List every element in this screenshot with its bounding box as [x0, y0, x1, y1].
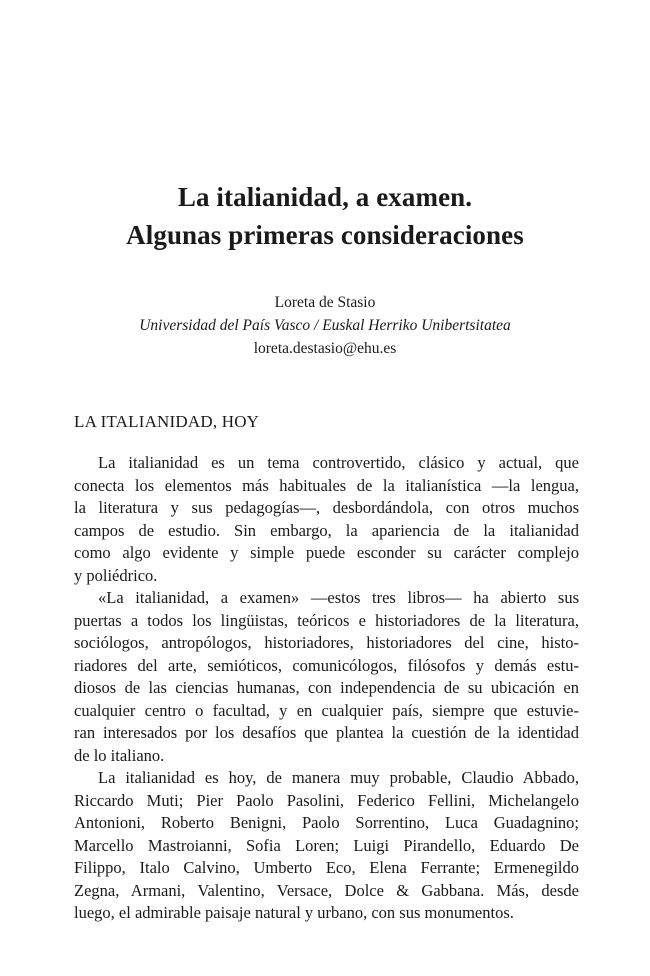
author-affiliation: Universidad del País Vasco / Euskal Herriko Unibertsitatea	[139, 317, 511, 334]
body-line: de lo italiano.	[74, 745, 165, 765]
author-name: Loreta de Stasio	[274, 294, 376, 311]
body-line: campos de estudio. Sin embargo, la apariencia de la italianidad	[74, 520, 579, 540]
body-line: diosos de las ciencias humanas, con independencia de su ubicación en	[74, 678, 579, 697]
body-line: cualquier centro o facultad, y en cualquier país, siempre que estuvie-	[74, 700, 579, 720]
body-line: «La italianidad, a examen» —estos tres libros— ha abierto sus	[98, 588, 579, 607]
body-text	[74, 452, 579, 925]
body-line: Riccardo Muti; Pier Paolo Pasolini, Federico Fellini, Michelangelo	[74, 790, 579, 810]
body-line: y poliédrico.	[74, 565, 158, 585]
body-line: Marcello Mastroianni, Sofia Loren; Luigi Pirandello, Eduardo De	[74, 835, 579, 855]
body-line: puertas a todos los lingüistas, teóricos e historiadores de la literatura,	[74, 610, 579, 630]
body-line: Antonioni, Roberto Benigni, Paolo Sorrentino, Luca Guadagnino;	[74, 813, 579, 832]
body-line: la literatura y sus pedagogías—, desbordándola, con otros muchos	[74, 498, 579, 517]
author-block	[0, 291, 650, 360]
body-line: luego, el admirable paisaje natural y urbano, con sus monumentos.	[74, 903, 514, 922]
author-email: loreta.destasio@ehu.es	[253, 340, 397, 357]
body-line: ran interesados por los desafíos que plantea la cuestión de la identidad	[74, 723, 579, 742]
body-line: sociólogos, antropólogos, historiadores, historiadores del cine, histo-	[74, 633, 579, 652]
body-line: conecta los elementos más habituales de la italianística —la lengua,	[74, 475, 579, 495]
body-line: riadores del arte, semióticos, comunicólogos, filósofos y demás estu-	[74, 655, 579, 675]
section-heading: LA ITALIANIDAD, HOY	[74, 412, 260, 431]
body-line: La italianidad es hoy, de manera muy probable, Claudio Abbado,	[98, 768, 579, 787]
body-line: Zegna, Armani, Valentino, Versace, Dolce & Gabbana. Más, desde	[74, 880, 579, 900]
title-line-1: La italianidad, a examen.	[177, 182, 473, 212]
body-line: como algo evidente y simple puede esconder su carácter complejo	[74, 543, 579, 562]
body-line: Filippo, Italo Calvino, Umberto Eco, Elena Ferrante; Ermenegildo	[74, 858, 579, 877]
document-title	[0, 178, 650, 254]
body-line: La italianidad es un tema controvertido, clásico y actual, que	[98, 453, 579, 472]
title-line-2: Algunas primeras consideraciones	[126, 220, 524, 250]
